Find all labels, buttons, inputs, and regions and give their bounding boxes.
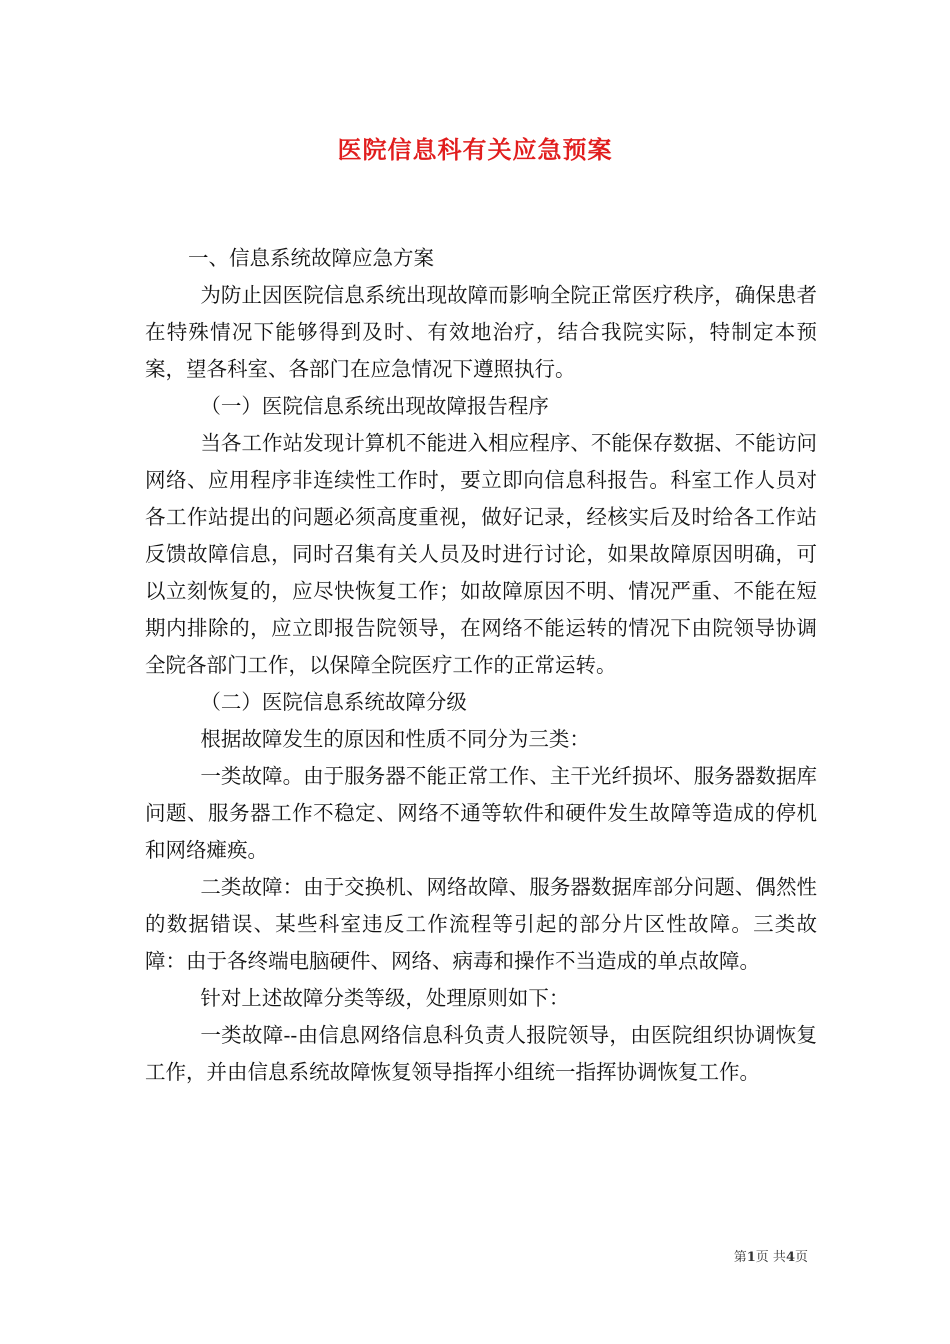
- paragraph: 当各工作站发现计算机不能进入相应程序、不能保存数据、不能访问网络、应用程序非连续性工作时，要立即向信息科报告。科室工作人员对各工作站提出的问题必须高度重视，做好记录，经核实后及时给各工作站反馈故障信息，同时召集有关人员及时进行讨论，如果故障原因明确，可以立刻恢复的，应尽快恢复工作；如故障原因不明、情况严重、不能在短期内排除的，应立即报告院领导，在网络不能运转的情况下由院领导协调全院各部门工作，以保障全院医疗工作的正常运转。: [145, 431, 817, 677]
- subsection-heading: （一）医院信息系统出现故障报告程序: [200, 394, 549, 418]
- paragraph: 一类故障--由信息网络信息科负责人报院领导，由医院组织协调恢复工作，并由信息系统故障恢复领导指挥小组统一指挥协调恢复工作。: [145, 1023, 817, 1084]
- paragraph: 二类故障：由于交换机、网络故障、服务器数据库部分问题、偶然性的数据错误、某些科室违反工作流程等引起的部分片区性故障。三类故障：由于各终端电脑硬件、网络、病毒和操作不当造成的单点故障。: [145, 875, 817, 973]
- paragraph: 根据故障发生的原因和性质不同分为三类：: [200, 727, 590, 751]
- paragraph: 针对上述故障分类等级，处理原则如下：: [200, 986, 570, 1010]
- page-footer: [734, 1246, 808, 1265]
- footer-total-pages: 4: [785, 1250, 795, 1265]
- document-body: [145, 240, 817, 1091]
- footer-suffix: 页: [794, 1250, 808, 1265]
- subsection-heading: （二）医院信息系统故障分级: [200, 690, 467, 714]
- footer-mid: 页 共: [755, 1250, 786, 1265]
- footer-page-number: 1: [746, 1250, 756, 1265]
- paragraph: 为防止因医院信息系统出现故障而影响全院正常医疗秩序，确保患者在特殊情况下能够得到及时、有效地治疗，结合我院实际，特制定本预案，望各科室、各部门在应急情况下遵照执行。: [145, 283, 817, 381]
- section-heading: 一、信息系统故障应急方案: [188, 246, 435, 270]
- document-title: 医院信息科有关应急预案: [337, 135, 613, 164]
- footer-prefix: 第: [733, 1250, 747, 1265]
- paragraph: 一类故障。由于服务器不能正常工作、主干光纤损坏、服务器数据库问题、服务器工作不稳定、网络不通等软件和硬件发生故障等造成的停机和网络瘫痪。: [145, 764, 817, 862]
